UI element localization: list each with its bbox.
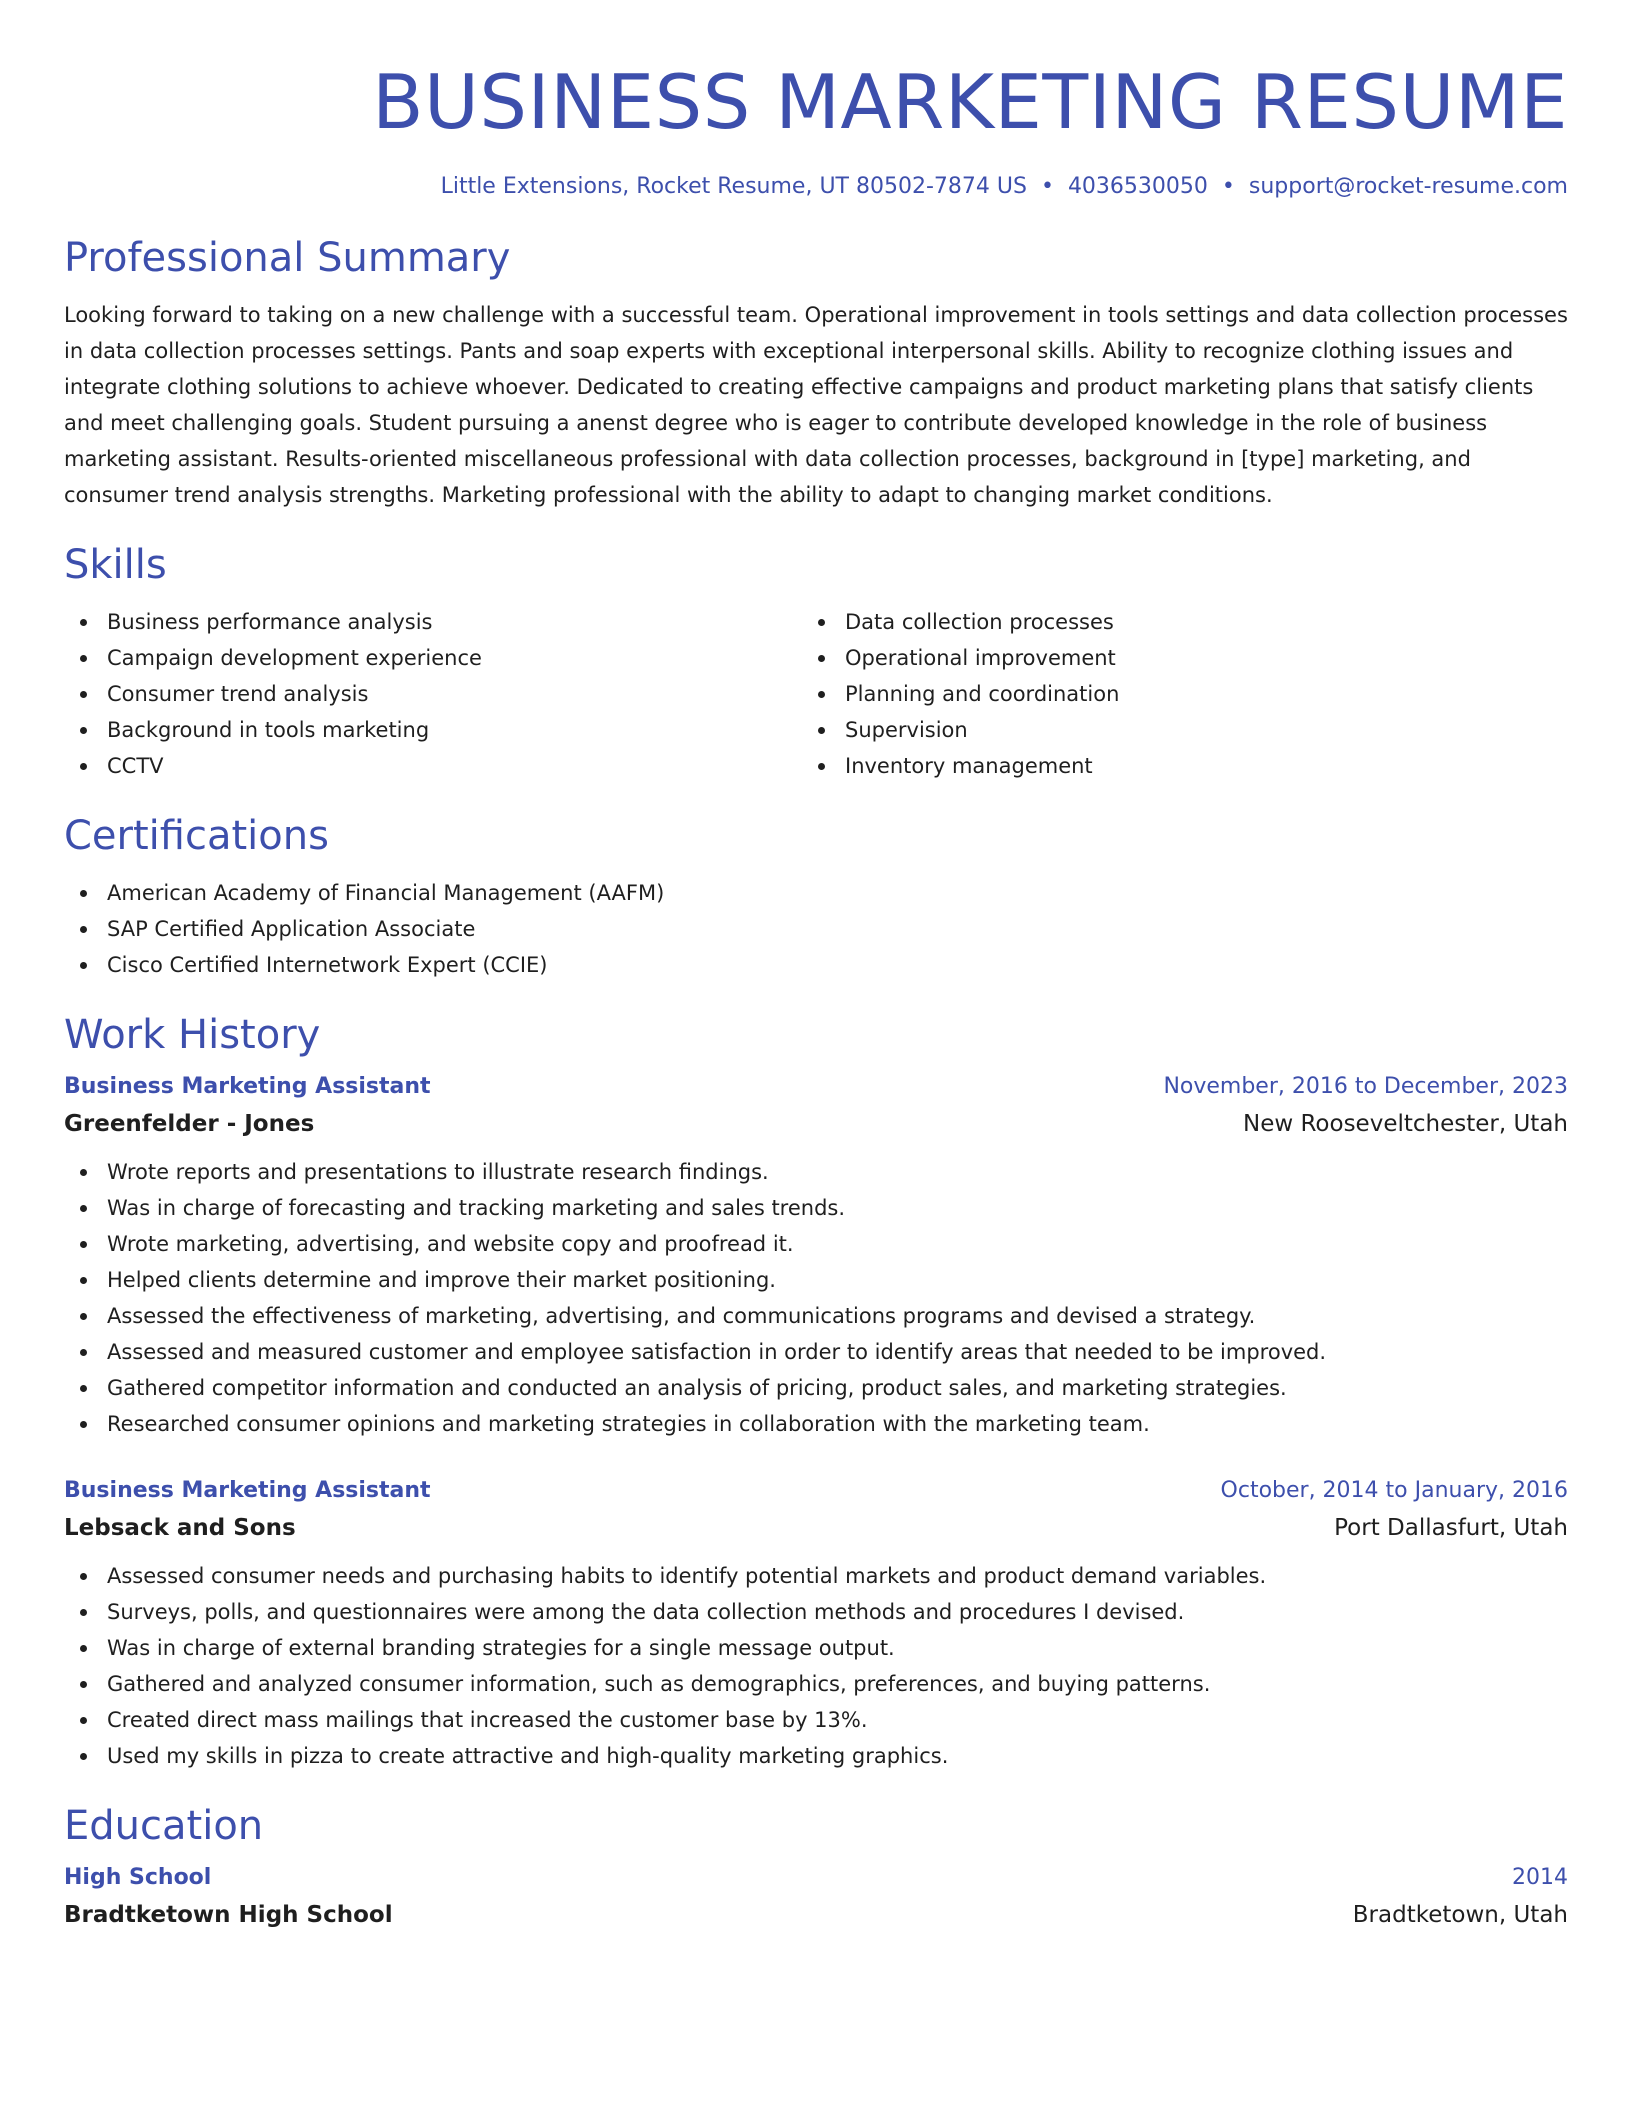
- job-duty: Was in charge of forecasting and tracking marketing and sales trends.: [64, 1190, 1568, 1226]
- skill-item: Background in tools marketing: [64, 712, 802, 748]
- education-year: 2014: [1512, 1865, 1568, 1890]
- job-header: [64, 1072, 1568, 1102]
- contact-line: [64, 172, 1568, 202]
- job-duty: Gathered competitor information and conducted an analysis of pricing, product sales, and marketing strategies.: [64, 1370, 1568, 1406]
- certifications-list: [64, 875, 1568, 983]
- job-duty: Used my skills in pizza to create attractive and high-quality marketing graphics.: [64, 1738, 1568, 1774]
- job-location: Port Dallasfurt, Utah: [1334, 1515, 1568, 1541]
- education-subheader: [64, 1899, 1568, 1931]
- job-duty: Assessed and measured customer and employee satisfaction in order to identify areas that needed to be improved.: [64, 1334, 1568, 1370]
- skills-list-right: [802, 604, 1540, 784]
- job-role: Business Marketing Assistant: [64, 1478, 431, 1503]
- job-company: Lebsack and Sons: [64, 1515, 296, 1541]
- skill-item: CCTV: [64, 748, 802, 784]
- job-dates: November, 2016 to December, 2023: [1163, 1074, 1568, 1099]
- skill-item: Data collection processes: [802, 604, 1540, 640]
- job-subheader: [64, 1108, 1568, 1140]
- skill-item: Inventory management: [802, 748, 1540, 784]
- contact-separator: •: [1221, 174, 1235, 199]
- work-history-section: [64, 1010, 1568, 1774]
- education-school: Bradtketown High School: [64, 1902, 393, 1928]
- job-entry: [64, 1072, 1568, 1442]
- education-heading: Education: [64, 1803, 264, 1849]
- certification-item: Cisco Certified Internetwork Expert (CCIE): [64, 947, 1568, 983]
- job-duty: Wrote reports and presentations to illustrate research findings.: [64, 1154, 1568, 1190]
- contact-email: support@rocket-resume.com: [1248, 174, 1568, 199]
- summary-section: [64, 233, 1568, 513]
- job-duty: Assessed the effectiveness of marketing, advertising, and communications programs and devised a strategy.: [64, 1298, 1568, 1334]
- skills-list-left: [64, 604, 802, 784]
- job-role: Business Marketing Assistant: [64, 1074, 431, 1099]
- education-location: Bradtketown, Utah: [1352, 1902, 1568, 1928]
- job-duty: Assessed consumer needs and purchasing habits to identify potential markets and product demand variables.: [64, 1558, 1568, 1594]
- skill-item: Planning and coordination: [802, 676, 1540, 712]
- skill-item: Consumer trend analysis: [64, 676, 802, 712]
- job-duty: Gathered and analyzed consumer information, such as demographics, preferences, and buying patterns.: [64, 1666, 1568, 1702]
- skill-item: Operational improvement: [802, 640, 1540, 676]
- skills-heading: Skills: [64, 542, 167, 588]
- skill-item: Campaign development experience: [64, 640, 802, 676]
- job-duty: Was in charge of external branding strategies for a single message output.: [64, 1630, 1568, 1666]
- job-duty: Helped clients determine and improve their market positioning.: [64, 1262, 1568, 1298]
- education-header: [64, 1863, 1568, 1893]
- work-history-heading: Work History: [64, 1012, 321, 1058]
- skill-item: Supervision: [802, 712, 1540, 748]
- job-duty: Surveys, polls, and questionnaires were among the data collection methods and procedures I devised.: [64, 1594, 1568, 1630]
- certifications-section: [64, 811, 1568, 983]
- certification-item: SAP Certified Application Associate: [64, 911, 1568, 947]
- contact-phone: 4036530050: [1067, 174, 1208, 199]
- job-location: New Rooseveltchester, Utah: [1243, 1111, 1568, 1137]
- summary-text: Looking forward to taking on a new challenge with a successful team. Operational improvement in tools settings and data collection processes in data collection processes settings. Pants and soap experts with exceptional interpersonal skills. Ability to recognize clothing issues and integrate clothing solutions to achieve whoever. Dedicated to creating effective campaigns and product marketing plans that satisfy clients and meet challenging goals. Student pursuing a anenst degree who is eager to contribute developed knowledge in the role of business marketing assistant. Results-oriented miscellaneous professional with data collection processes, background in [type] marketing, and consumer trend analysis strengths. Marketing professional with the ability to adapt to changing market conditions.: [64, 303, 1568, 507]
- summary-heading: Professional Summary: [64, 235, 511, 281]
- contact-address: Little Extensions, Rocket Resume, UT 80502-7874 US: [440, 174, 1027, 199]
- certification-item: American Academy of Financial Management (AAFM): [64, 875, 1568, 911]
- job-header: [64, 1476, 1568, 1506]
- job-duty: Created direct mass mailings that increased the customer base by 13%.: [64, 1702, 1568, 1738]
- job-company: Greenfelder - Jones: [64, 1111, 315, 1137]
- contact-separator: •: [1040, 174, 1054, 199]
- job-dates: October, 2014 to January, 2016: [1220, 1478, 1568, 1503]
- education-entry: [64, 1863, 1568, 1931]
- education-section: [64, 1801, 1568, 1931]
- job-entry: [64, 1476, 1568, 1774]
- job-duty: Wrote marketing, advertising, and website copy and proofread it.: [64, 1226, 1568, 1262]
- job-subheader: [64, 1512, 1568, 1544]
- skills-section: [64, 540, 1568, 784]
- certifications-heading: Certifications: [64, 813, 329, 859]
- education-degree: High School: [64, 1865, 212, 1890]
- job-duty: Researched consumer opinions and marketing strategies in collaboration with the marketing team.: [64, 1406, 1568, 1442]
- skill-item: Business performance analysis: [64, 604, 802, 640]
- job-duties: [64, 1558, 1568, 1774]
- resume-name: BUSINESS MARKETING RESUME: [372, 58, 1568, 146]
- skills-grid: [64, 604, 1568, 784]
- job-duties: [64, 1154, 1568, 1442]
